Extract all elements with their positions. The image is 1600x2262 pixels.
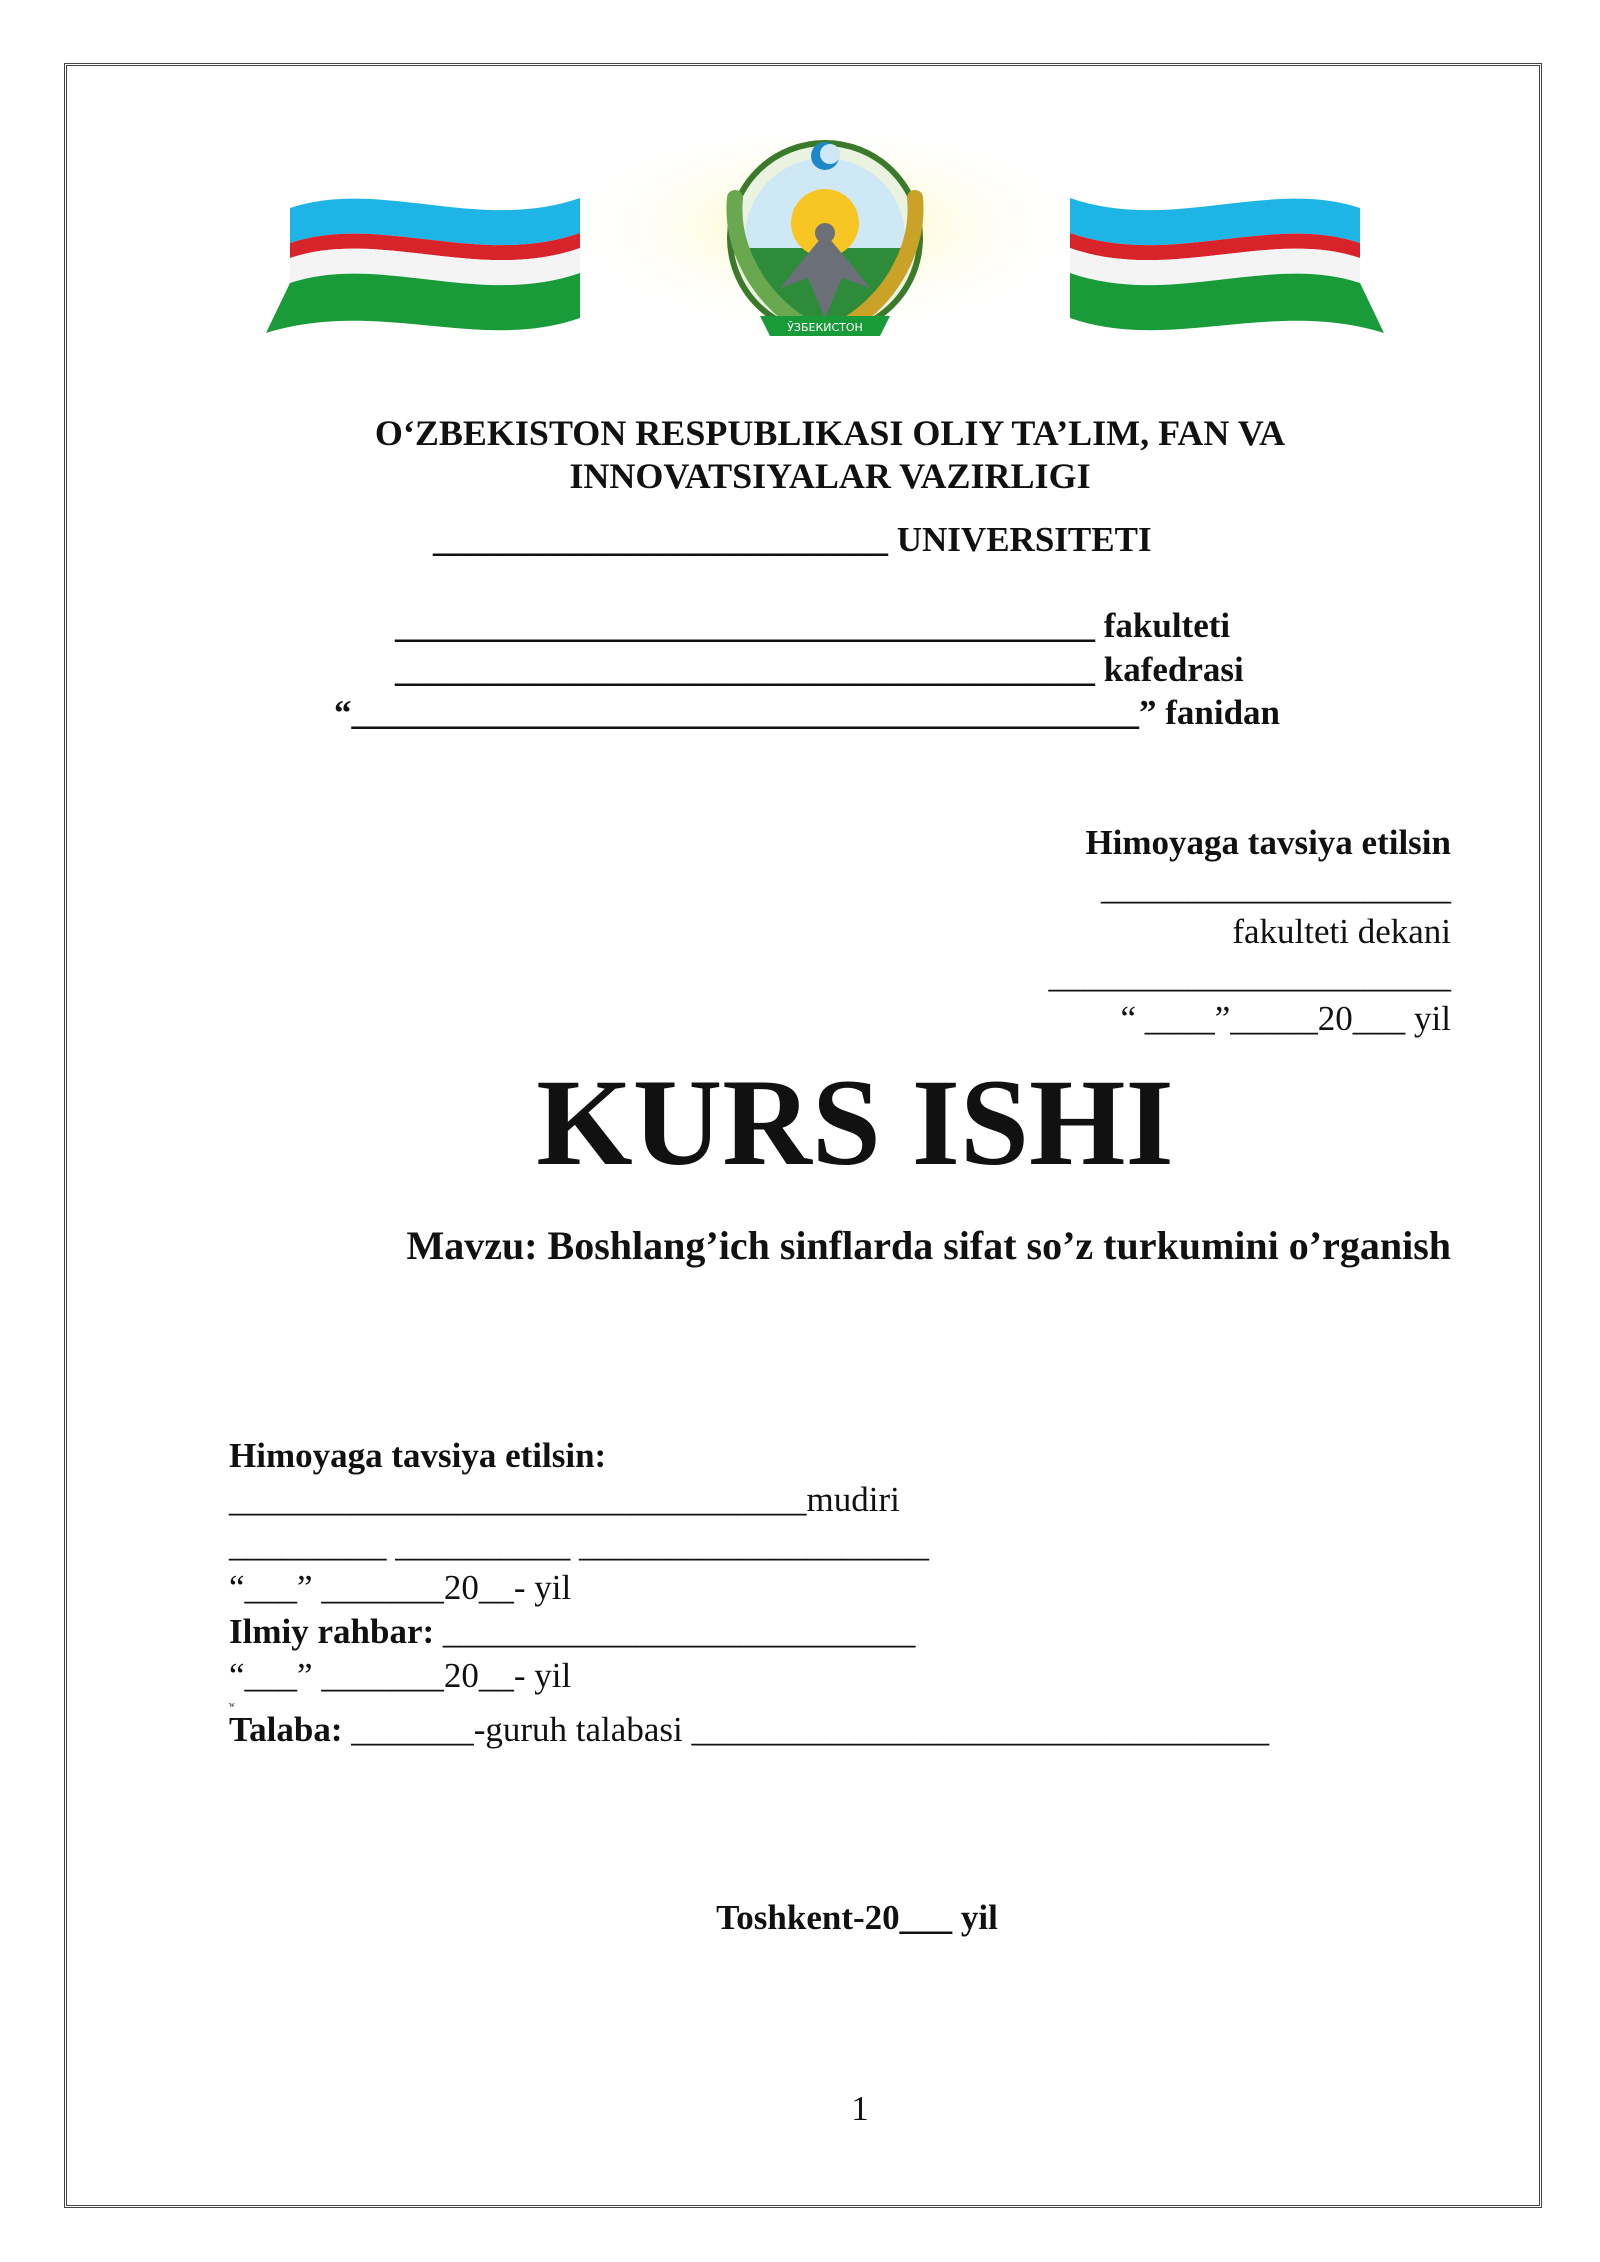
university-line: __________________________ UNIVERSITETI [433, 520, 1152, 559]
department-line: ________________________________________ kafedrasi [395, 650, 1244, 689]
supervisor-blank: ___________________________ [434, 1612, 916, 1651]
dean-label: fakulteti dekani [1232, 912, 1451, 951]
student-group-line: _______-guruh talabasi _________________________________ [342, 1710, 1269, 1749]
supervisor-line [229, 1612, 915, 1652]
subject-line: “_____________________________________________” fanidan [334, 693, 1281, 732]
approval-top-blank-2: _______________________ [1048, 956, 1451, 995]
department-head-line: _________________________________mudiri [229, 1480, 900, 1519]
state-emblem-flag-banner [260, 138, 1390, 360]
page-number: 1 [851, 2089, 869, 2128]
ministry-line-1: O‘ZBEKISTON RESPUBLIKASI OLIY TA’LIM, FAN VA [374, 413, 1286, 453]
student-label: Talaba: [229, 1710, 343, 1749]
city-year: Toshkent-20___ yil [716, 1898, 998, 1937]
student-line [229, 1710, 1269, 1750]
approval-top-title: Himoyaga tavsiya etilsin [1085, 823, 1451, 862]
signature-blank-line: _________ __________ ____________________ [229, 1525, 929, 1564]
faculty-line: ________________________________________ fakulteti [395, 606, 1231, 645]
ministry-line-2: INNOVATSIYALAR VAZIRLIGI [569, 456, 1091, 496]
topic-line: Mavzu: Boshlang’ich sinflarda sifat so’z turkumini o’rganish [406, 1223, 1451, 1268]
emblem-ribbon-text: ЎЗБЕКИСТОН [787, 321, 863, 334]
supervisor-label: Ilmiy rahbar: [229, 1612, 435, 1651]
approval-top-date: “ ____”_____20___ yil [1120, 999, 1451, 1038]
document-title: KURS ISHI [536, 1054, 1174, 1191]
approval-top-blank-1: ____________________ [1101, 868, 1451, 907]
approval-date-1: “___” _______20__- yil [229, 1568, 572, 1607]
approval-bottom-title: Himoyaga tavsiya etilsin: [229, 1436, 607, 1475]
tiny-mark: w [229, 1700, 235, 1709]
approval-date-2: “___” _______20__- yil [229, 1656, 572, 1695]
